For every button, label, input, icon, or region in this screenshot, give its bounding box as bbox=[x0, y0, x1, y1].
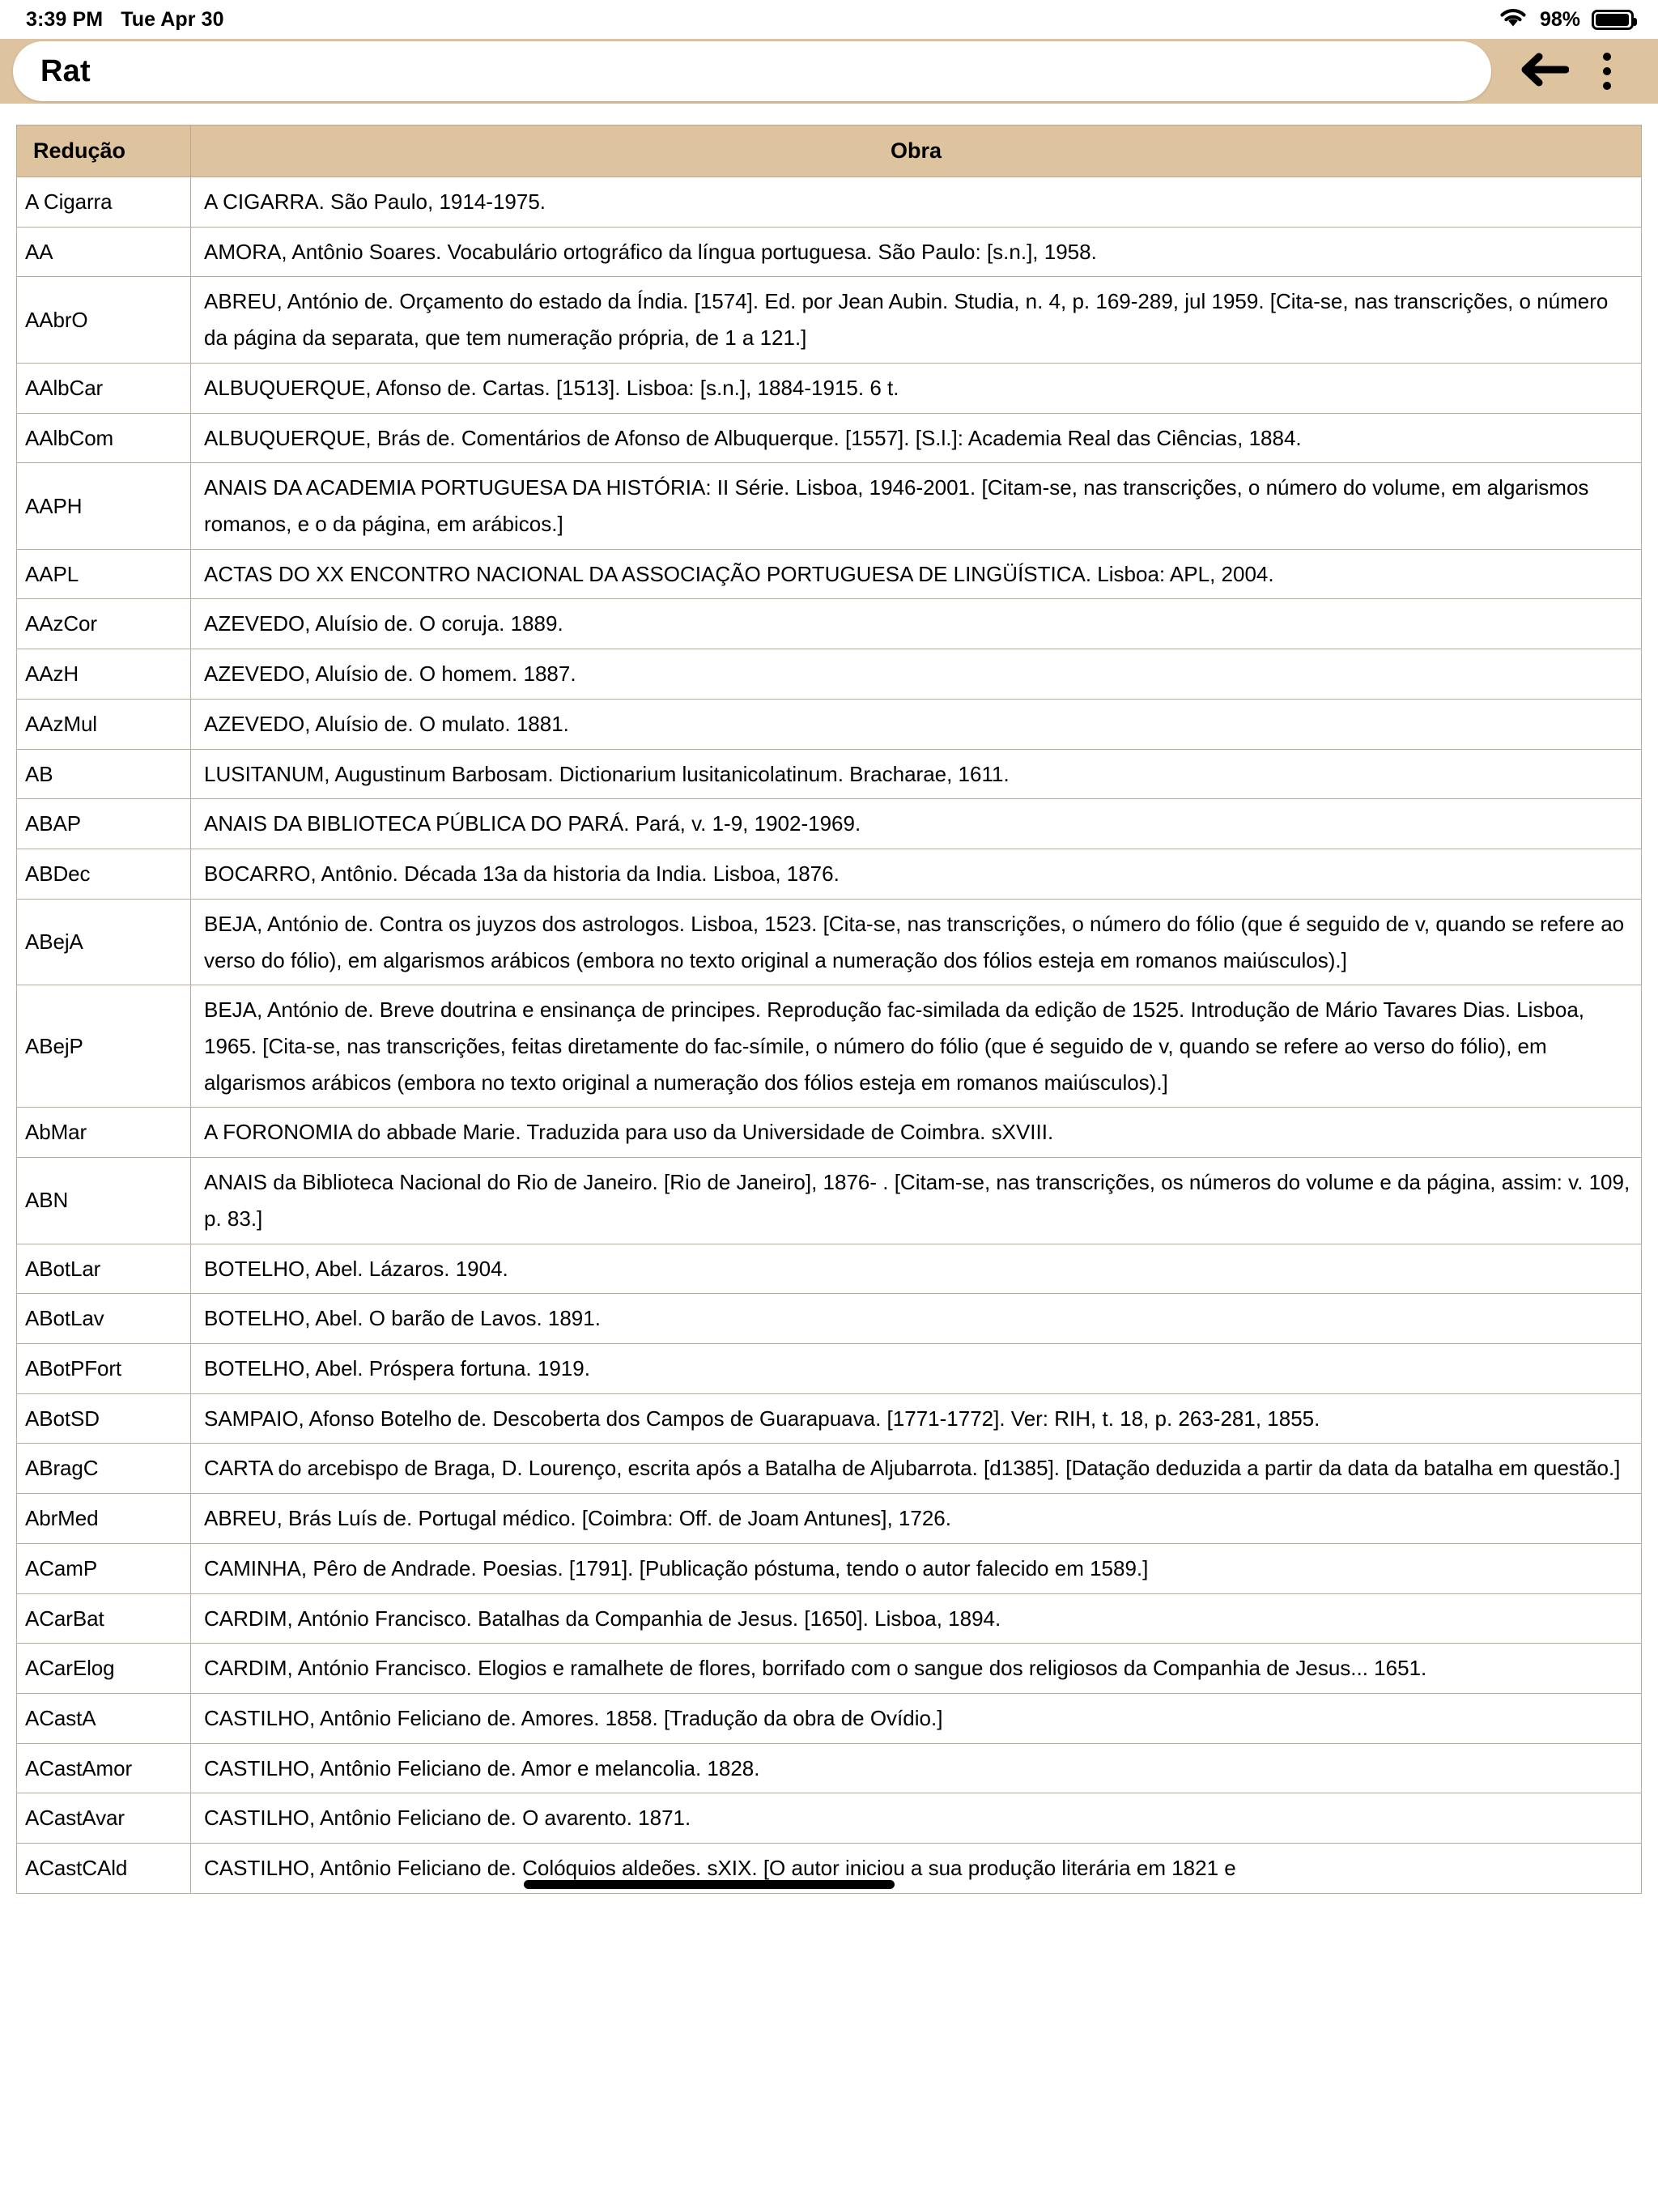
cell-obra: SAMPAIO, Afonso Botelho de. Descoberta dos Campos de Guarapuava. [1771-1772]. Ver: RIH, t. 18, p. 263-281, 1855. bbox=[191, 1393, 1642, 1444]
cell-reducao: ACarElog bbox=[17, 1644, 191, 1694]
cell-obra: BOTELHO, Abel. Próspera fortuna. 1919. bbox=[191, 1343, 1642, 1393]
table-header-row bbox=[17, 125, 1642, 177]
obra-text-suffix: u a sua produção literária em 1821 e bbox=[893, 1856, 1236, 1881]
table-row[interactable] bbox=[17, 1244, 1642, 1294]
cell-obra: CARDIM, António Francisco. Batalhas da Companhia de Jesus. [1650]. Lisboa, 1894. bbox=[191, 1593, 1642, 1644]
cell-reducao: ABotSD bbox=[17, 1393, 191, 1444]
cell-obra: ALBUQUERQUE, Afonso de. Cartas. [1513]. Lisboa: [s.n.], 1884-1915. 6 t. bbox=[191, 363, 1642, 413]
wifi-icon bbox=[1498, 6, 1528, 34]
table-row[interactable] bbox=[17, 899, 1642, 985]
search-input[interactable] bbox=[13, 41, 1491, 101]
table-row[interactable] bbox=[17, 1844, 1642, 1894]
table-row[interactable] bbox=[17, 463, 1642, 549]
cell-reducao: AAbrO bbox=[17, 277, 191, 363]
table-row[interactable] bbox=[17, 227, 1642, 277]
app-bar bbox=[0, 39, 1658, 104]
cell-reducao: ABotPFort bbox=[17, 1343, 191, 1393]
back-arrow-icon bbox=[1519, 50, 1569, 93]
table-row[interactable] bbox=[17, 849, 1642, 900]
table-row[interactable] bbox=[17, 413, 1642, 463]
table-row[interactable] bbox=[17, 1444, 1642, 1494]
cell-reducao: AB bbox=[17, 749, 191, 799]
table-row[interactable] bbox=[17, 277, 1642, 363]
cell-obra bbox=[191, 1844, 1642, 1894]
cell-obra: BEJA, António de. Breve doutrina e ensinança de principes. Reprodução fac-similada da edição de 1525. Introdução de Mário Tavares Dias. Lisboa, 1965. [Cita-se, nas transcrições, feitas diretamente do fac-símile, o número do fólio (que é seguido de v, quando se refere ao verso do fólio), em algarismos arábicos (embora no texto original a numeração dos fólios esteja em romanos maiúsculos).] bbox=[191, 985, 1642, 1108]
cell-obra: ABREU, António de. Orçamento do estado da Índia. [1574]. Ed. por Jean Aubin. Studia, n. 4, p. 169-289, jul 1959. [Cita-se, nas transcrições, o número da página da separata, que tem numeração própria, de 1 a 121.] bbox=[191, 277, 1642, 363]
cell-reducao: ABDec bbox=[17, 849, 191, 900]
cell-reducao: ACarBat bbox=[17, 1593, 191, 1644]
cell-obra: CASTILHO, Antônio Feliciano de. Amores. 1858. [Tradução da obra de Ovídio.] bbox=[191, 1694, 1642, 1744]
abbreviations-table bbox=[16, 125, 1642, 1894]
cell-obra: A FORONOMIA do abbade Marie. Traduzida para uso da Universidade de Coimbra. sXVIII. bbox=[191, 1108, 1642, 1158]
cell-obra: CARDIM, António Francisco. Elogios e ramalhete de flores, borrifado com o sangue dos religiosos da Companhia de Jesus... 1651. bbox=[191, 1644, 1642, 1694]
back-button[interactable] bbox=[1512, 40, 1575, 103]
table-row[interactable] bbox=[17, 1694, 1642, 1744]
table-row[interactable] bbox=[17, 1743, 1642, 1793]
table-row[interactable] bbox=[17, 1158, 1642, 1244]
cell-reducao: AbMar bbox=[17, 1108, 191, 1158]
cell-reducao: ABAP bbox=[17, 799, 191, 849]
table-row[interactable] bbox=[17, 1793, 1642, 1844]
table-row[interactable] bbox=[17, 363, 1642, 413]
cell-obra: LUSITANUM, Augustinum Barbosam. Dictionarium lusitanicolatinum. Bracharae, 1611. bbox=[191, 749, 1642, 799]
battery-fill bbox=[1596, 14, 1629, 26]
cell-obra: ANAIS da Biblioteca Nacional do Rio de Janeiro. [Rio de Janeiro], 1876- . [Citam-se, nas transcrições, os números do volume e da página, assim: v. 109, p. 83.] bbox=[191, 1158, 1642, 1244]
table-header bbox=[17, 125, 1642, 177]
cell-reducao: AAlbCom bbox=[17, 413, 191, 463]
battery-percent-label: 98% bbox=[1539, 7, 1580, 31]
table-row[interactable] bbox=[17, 1593, 1642, 1644]
table-row[interactable] bbox=[17, 1108, 1642, 1158]
cell-obra: ANAIS DA ACADEMIA PORTUGUESA DA HISTÓRIA: II Série. Lisboa, 1946-2001. [Citam-se, nas transcrições, o número do volume, em algarismos romanos, e o da página, em arábicos.] bbox=[191, 463, 1642, 549]
cell-reducao: AAzCor bbox=[17, 599, 191, 649]
cell-reducao: ACastA bbox=[17, 1694, 191, 1744]
status-bar bbox=[0, 0, 1658, 39]
status-time: 3:39 PM bbox=[26, 7, 104, 31]
table-row[interactable] bbox=[17, 1294, 1642, 1344]
cell-obra: AZEVEDO, Aluísio de. O homem. 1887. bbox=[191, 649, 1642, 700]
cell-reducao: ABejP bbox=[17, 985, 191, 1108]
table-body bbox=[17, 177, 1642, 1894]
table-row[interactable] bbox=[17, 985, 1642, 1108]
status-date: Tue Apr 30 bbox=[121, 7, 224, 31]
cell-reducao: AAzMul bbox=[17, 699, 191, 749]
cell-obra: CASTILHO, Antônio Feliciano de. O avarento. 1871. bbox=[191, 1793, 1642, 1844]
cell-reducao: ABN bbox=[17, 1158, 191, 1244]
cell-reducao: ACamP bbox=[17, 1543, 191, 1593]
battery-icon bbox=[1592, 10, 1634, 30]
obra-text-prefix: CASTILHO, Antônio Feliciano de. bbox=[204, 1856, 523, 1881]
kebab-menu-icon bbox=[1603, 53, 1611, 90]
table-row[interactable] bbox=[17, 599, 1642, 649]
cell-reducao: AAPH bbox=[17, 463, 191, 549]
status-bar-right bbox=[1498, 6, 1634, 34]
table-row[interactable] bbox=[17, 177, 1642, 228]
cell-obra: ACTAS DO XX ENCONTRO NACIONAL DA ASSOCIAÇÃO PORTUGUESA DE LINGÜÍSTICA. Lisboa: APL, 2004. bbox=[191, 549, 1642, 599]
cell-obra: AZEVEDO, Aluísio de. O coruja. 1889. bbox=[191, 599, 1642, 649]
cell-reducao: AAPL bbox=[17, 549, 191, 599]
cell-reducao: AA bbox=[17, 227, 191, 277]
text-selection-highlight[interactable]: Colóquios aldeões. sXIX. [O autor inicio bbox=[522, 1856, 894, 1881]
column-header-obra: Obra bbox=[191, 125, 1642, 177]
cell-reducao: A Cigarra bbox=[17, 177, 191, 228]
table-row[interactable] bbox=[17, 1343, 1642, 1393]
cell-reducao: AAzH bbox=[17, 649, 191, 700]
cell-reducao: ABejA bbox=[17, 899, 191, 985]
table-row[interactable] bbox=[17, 799, 1642, 849]
cell-obra: ALBUQUERQUE, Brás de. Comentários de Afonso de Albuquerque. [1557]. [S.l.]: Academia Real das Ciências, 1884. bbox=[191, 413, 1642, 463]
cell-obra: AZEVEDO, Aluísio de. O mulato. 1881. bbox=[191, 699, 1642, 749]
cell-obra: CASTILHO, Antônio Feliciano de. Amor e melancolia. 1828. bbox=[191, 1743, 1642, 1793]
table-row[interactable] bbox=[17, 1644, 1642, 1694]
table-row[interactable] bbox=[17, 1494, 1642, 1544]
cell-obra: CAMINHA, Pêro de Andrade. Poesias. [1791]. [Publicação póstuma, tendo o autor falecido em 1589.] bbox=[191, 1543, 1642, 1593]
cell-obra: AMORA, Antônio Soares. Vocabulário ortográfico da língua portuguesa. São Paulo: [s.n.], 1958. bbox=[191, 227, 1642, 277]
cell-obra: BOTELHO, Abel. Lázaros. 1904. bbox=[191, 1244, 1642, 1294]
cell-reducao: AbrMed bbox=[17, 1494, 191, 1544]
table-row[interactable] bbox=[17, 1393, 1642, 1444]
cell-reducao: ABotLar bbox=[17, 1244, 191, 1294]
cell-obra: BOCARRO, Antônio. Década 13a da historia da India. Lisboa, 1876. bbox=[191, 849, 1642, 900]
table-row[interactable] bbox=[17, 549, 1642, 599]
cell-reducao: ACastAmor bbox=[17, 1743, 191, 1793]
cell-reducao: ACastCAld bbox=[17, 1844, 191, 1894]
status-bar-left bbox=[26, 8, 224, 32]
overflow-menu-button[interactable] bbox=[1575, 40, 1639, 103]
cell-obra: ANAIS DA BIBLIOTECA PÚBLICA DO PARÁ. Pará, v. 1-9, 1902-1969. bbox=[191, 799, 1642, 849]
table-row[interactable] bbox=[17, 1543, 1642, 1593]
search-input-value: Rat bbox=[40, 54, 91, 88]
cell-obra: BEJA, António de. Contra os juyzos dos astrologos. Lisboa, 1523. [Cita-se, nas transcrições, o número do fólio (que é seguido de v, quando se refere ao verso do fólio), em algarismos arábicos (embora no texto original a numeração dos fólios esteja em romanos maiúsculos).] bbox=[191, 899, 1642, 985]
column-header-reducao: Redução bbox=[17, 125, 191, 177]
table-row[interactable] bbox=[17, 649, 1642, 700]
dictionary-table-container bbox=[0, 104, 1658, 1894]
table-row[interactable] bbox=[17, 699, 1642, 749]
cell-obra: ABREU, Brás Luís de. Portugal médico. [Coimbra: Off. de Joam Antunes], 1726. bbox=[191, 1494, 1642, 1544]
cell-obra: CARTA do arcebispo de Braga, D. Lourenço, escrita após a Batalha de Aljubarrota. [d1385]. [Datação deduzida a partir da data da batalha em questão.] bbox=[191, 1444, 1642, 1494]
cell-obra: BOTELHO, Abel. O barão de Lavos. 1891. bbox=[191, 1294, 1642, 1344]
cell-reducao: AAlbCar bbox=[17, 363, 191, 413]
cell-reducao: ACastAvar bbox=[17, 1793, 191, 1844]
cell-obra: A CIGARRA. São Paulo, 1914-1975. bbox=[191, 177, 1642, 228]
cell-reducao: ABragC bbox=[17, 1444, 191, 1494]
cell-reducao: ABotLav bbox=[17, 1294, 191, 1344]
table-row[interactable] bbox=[17, 749, 1642, 799]
